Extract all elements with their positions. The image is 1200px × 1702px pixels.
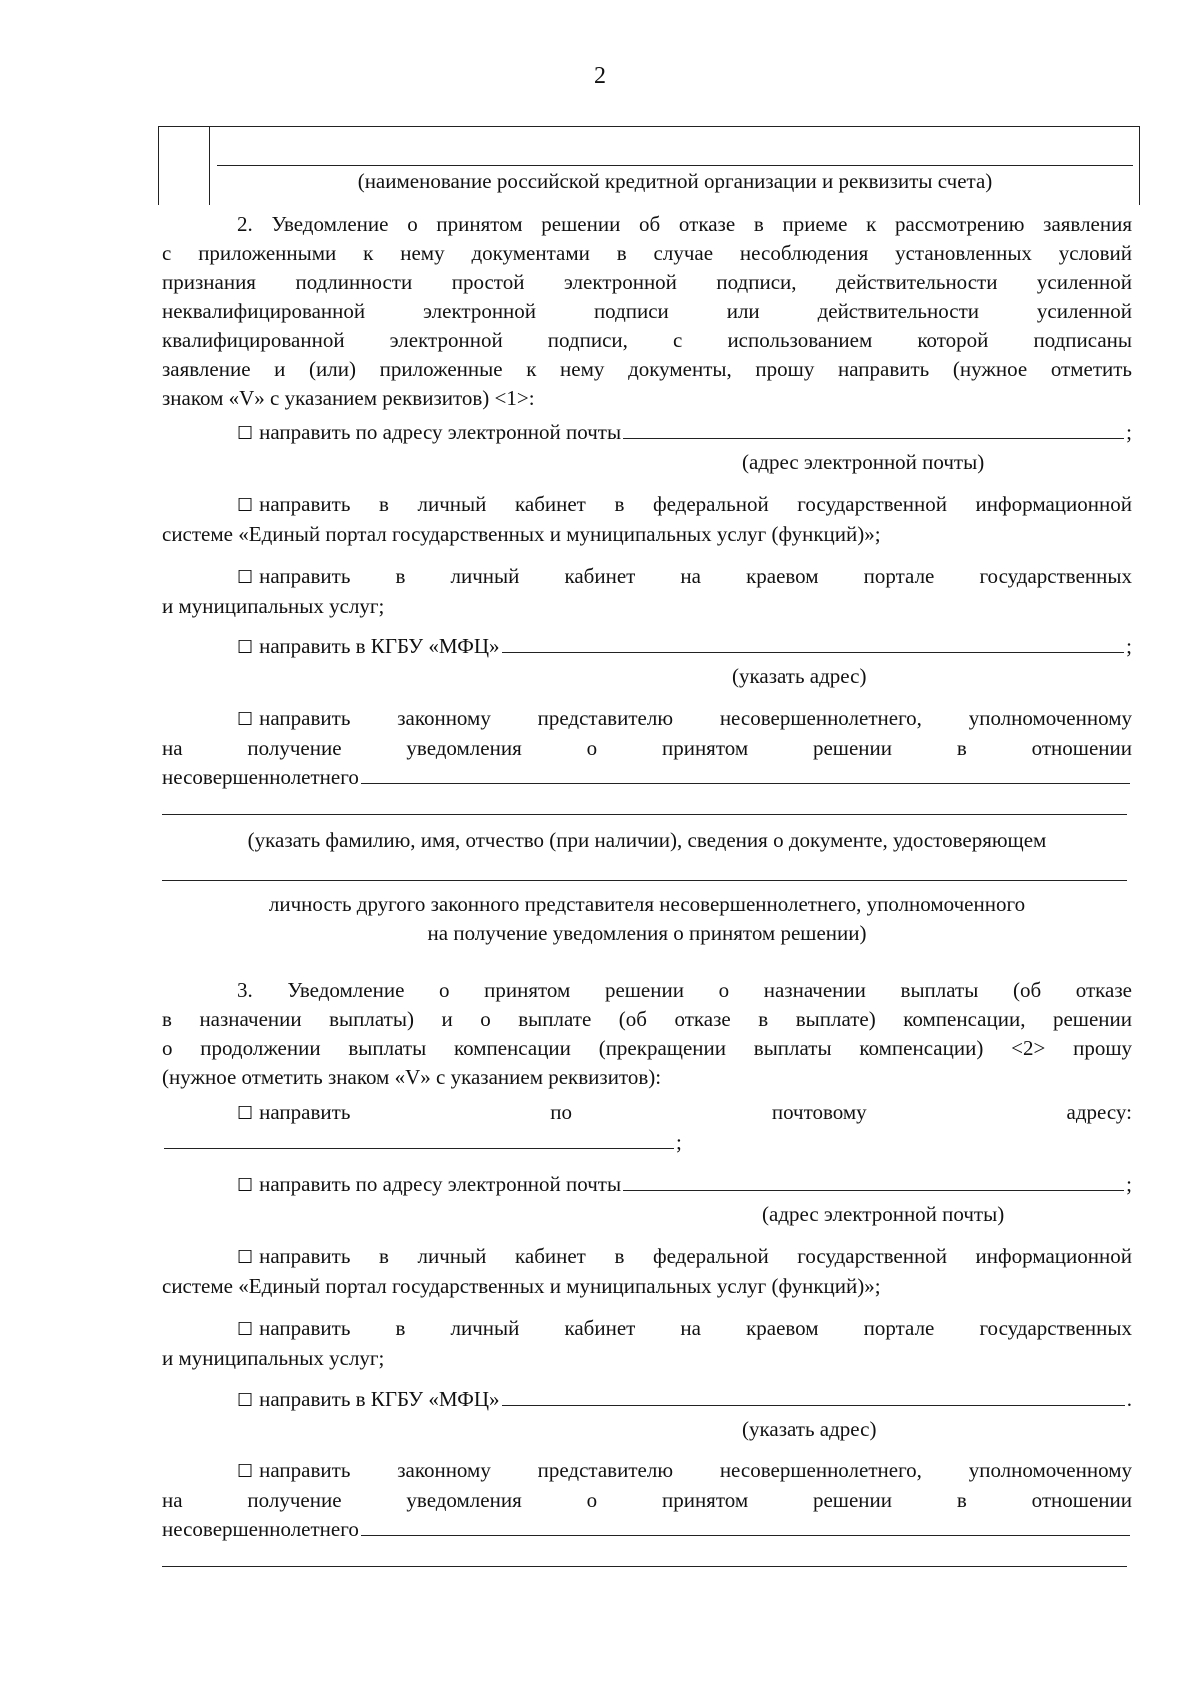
- s2-mfc-label: направить в КГБУ «МФЦ»: [259, 634, 500, 658]
- bank-details-line[interactable]: [217, 165, 1133, 166]
- punct: ;: [1126, 1172, 1132, 1196]
- punct: ;: [1126, 634, 1132, 658]
- s2-rep-label3: несовершеннолетнего: [162, 765, 359, 789]
- s2-mfc-caption: (указать адрес): [732, 664, 867, 688]
- s2-rep-caption1: (указать фамилию, имя, отчество (при наличии), сведения о документе, удостоверяющем: [247, 828, 1047, 852]
- checkbox-icon[interactable]: ☐: [237, 423, 254, 444]
- checkbox-icon[interactable]: ☐: [237, 1103, 254, 1124]
- page-number: 2: [594, 63, 606, 89]
- section2-line: заявление и (или) приложенные к нему документы, прошу направить (нужное отметить: [162, 357, 1132, 381]
- s2-krai-label: направить в личный кабинет на краевом портале государственных: [259, 564, 1132, 588]
- s2-email-option: [162, 418, 1132, 477]
- section2-line: с приложенными к нему документами в случае несоблюдения установленных условий: [162, 241, 1132, 265]
- s2-rep-line3[interactable]: [162, 880, 1127, 881]
- section3-intro: [162, 976, 1132, 1092]
- section2-line: квалифицированной электронной подписи, с использованием которой подписаны: [162, 328, 1132, 352]
- s2-rep-line2[interactable]: [162, 814, 1127, 815]
- s3-email-caption: (адрес электронной почты): [762, 1202, 1005, 1226]
- s2-gosuslugi-option: [162, 490, 1132, 549]
- checkbox-icon[interactable]: ☐: [237, 495, 254, 516]
- s2-krai-label2: и муниципальных услуг;: [162, 594, 385, 618]
- s3-post-input[interactable]: [164, 1128, 674, 1149]
- s3-krai-label2: и муниципальных услуг;: [162, 1346, 385, 1370]
- s3-mfc-option: [162, 1385, 1132, 1444]
- s3-email-option: [162, 1170, 1132, 1229]
- s2-email-caption: (адрес электронной почты): [742, 450, 985, 474]
- s3-rep-label: направить законному представителю несовершеннолетнего, уполномоченному: [259, 1458, 1132, 1482]
- s2-krai-option: [162, 562, 1132, 621]
- s2-email-label: направить по адресу электронной почты: [259, 420, 622, 444]
- s3-mfc-label: направить в КГБУ «МФЦ»: [259, 1387, 500, 1411]
- s3-rep-option: [162, 1456, 1132, 1544]
- section3-line: о продолжении выплаты компенсации (прекращении выплаты компенсации) <2> прошу: [162, 1036, 1132, 1060]
- checkbox-icon[interactable]: ☐: [237, 567, 254, 588]
- s3-gosuslugi-label2: системе «Единый портал государственных и муниципальных услуг (функций)»;: [162, 1274, 881, 1298]
- s3-post-label: направить по почтовому адресу:: [259, 1100, 1132, 1124]
- s2-rep-caption3: на получение уведомления о принятом решении): [427, 921, 867, 945]
- s2-email-input[interactable]: [623, 418, 1124, 439]
- s3-rep-label2: на получение уведомления о принятом решении в отношении: [162, 1488, 1132, 1512]
- s3-krai-option: [162, 1314, 1132, 1373]
- section3-line: в назначении выплаты) и о выплате (об отказе в выплате) компенсации, решении: [162, 1007, 1132, 1031]
- checkbox-icon[interactable]: ☐: [237, 637, 254, 658]
- s3-mfc-input[interactable]: [502, 1385, 1125, 1406]
- s3-email-input[interactable]: [623, 1170, 1124, 1191]
- s3-gosuslugi-label: направить в личный кабинет в федеральной государственной информационной: [259, 1244, 1132, 1268]
- section2-line: неквалифицированной электронной подписи или действительности усиленной: [162, 299, 1132, 323]
- checkbox-icon[interactable]: ☐: [237, 1247, 254, 1268]
- checkbox-icon[interactable]: ☐: [237, 709, 254, 730]
- checkbox-icon[interactable]: ☐: [237, 1319, 254, 1340]
- s3-mfc-caption: (указать адрес): [742, 1417, 877, 1441]
- s2-rep-option: [162, 704, 1132, 792]
- s2-mfc-input[interactable]: [502, 632, 1125, 653]
- checkbox-icon[interactable]: ☐: [237, 1461, 254, 1482]
- s3-rep-input[interactable]: [361, 1515, 1130, 1536]
- s3-krai-label: направить в личный кабинет на краевом портале государственных: [259, 1316, 1132, 1340]
- s3-post-option: [162, 1098, 1132, 1157]
- s2-rep-label: направить законному представителю несовершеннолетнего, уполномоченному: [259, 706, 1132, 730]
- s2-rep-input[interactable]: [361, 763, 1130, 784]
- s3-rep-line2[interactable]: [162, 1566, 1127, 1567]
- section3-line: 3. Уведомление о принятом решении о назначении выплаты (об отказе: [237, 978, 1132, 1002]
- s2-rep-caption-block: [162, 890, 1132, 948]
- bank-details-caption: (наименование российской кредитной организации и реквизиты счета): [357, 169, 993, 193]
- checkbox-icon[interactable]: ☐: [237, 1390, 254, 1411]
- punct: ;: [676, 1130, 682, 1154]
- bank-details-box: [158, 126, 1140, 205]
- s3-rep-label3: несовершеннолетнего: [162, 1517, 359, 1541]
- s3-gosuslugi-option: [162, 1242, 1132, 1301]
- s2-gosuslugi-label: направить в личный кабинет в федеральной государственной информационной: [259, 492, 1132, 516]
- punct: .: [1126, 1387, 1132, 1411]
- section2-line: 2. Уведомление о принятом решении об отказе в приеме к рассмотрению заявления: [237, 212, 1132, 236]
- punct: ;: [1126, 420, 1132, 444]
- checkbox-icon[interactable]: ☐: [237, 1175, 254, 1196]
- s2-mfc-option: [162, 632, 1132, 691]
- s2-gosuslugi-label2: системе «Единый портал государственных и муниципальных услуг (функций)»;: [162, 522, 881, 546]
- s2-rep-caption2: личность другого законного представителя несовершеннолетнего, уполномоченного: [268, 892, 1026, 916]
- section2-line: признания подлинности простой электронной подписи, действительности усиленной: [162, 270, 1132, 294]
- s3-email-label: направить по адресу электронной почты: [259, 1172, 622, 1196]
- s2-rep-label2: на получение уведомления о принятом решении в отношении: [162, 736, 1132, 760]
- section3-line: (нужное отметить знаком «V» с указанием реквизитов):: [162, 1065, 662, 1089]
- section2-intro: [162, 210, 1132, 413]
- section2-line: знаком «V» с указанием реквизитов) <1>:: [162, 386, 535, 410]
- box-left-cell: [159, 127, 210, 205]
